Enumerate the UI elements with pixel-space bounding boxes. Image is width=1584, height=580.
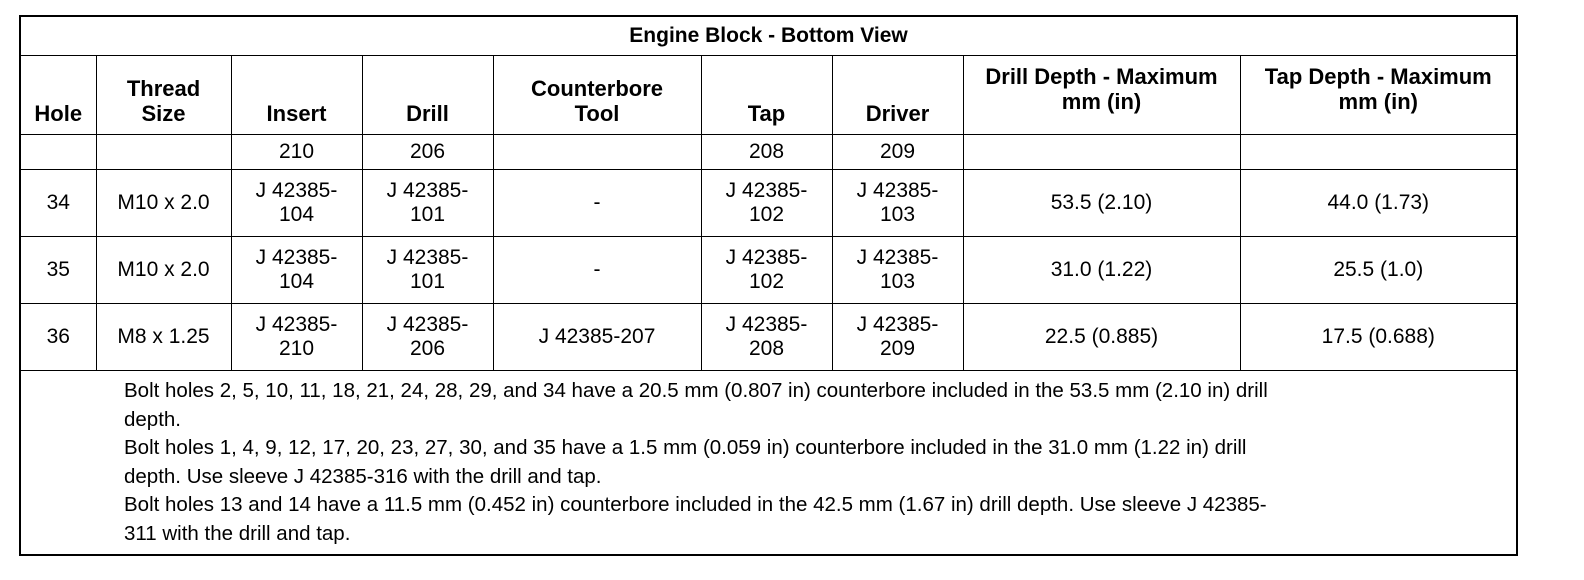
table-row-hole-36 [20,304,1517,371]
note-counterbore-holes-2-5: Bolt holes 2, 5, 10, 11, 18, 21, 24, 28, 29, and 34 have a 20.5 mm (0.807 in) counterbore included in the 53.5 mm (2.10 in) drill depth. [124,379,1268,431]
cell-insert: J 42385- 104 [231,170,362,237]
ref-cell-driver: 209 [832,135,963,170]
cell-counterbore-tool: - [493,170,701,237]
ref-cell-insert: 210 [231,135,362,170]
notes-row [20,371,1517,556]
note-counterbore-holes-13-14: Bolt holes 13 and 14 have a 11.5 mm (0.452 in) counterbore included in the 42.5 mm (1.67 in) drill depth. Use sleeve J 42385- 311 with the drill and tap. [124,493,1267,545]
cell-tap-depth: 25.5 (1.0) [1240,237,1517,304]
header-driver: Driver [832,56,963,135]
cell-drill-depth: 53.5 (2.10) [963,170,1240,237]
header-drill: Drill [362,56,493,135]
header-counterbore-tool: Counterbore Tool [493,56,701,135]
cell-thread-size: M10 x 2.0 [96,170,231,237]
notes-cell [20,371,1517,556]
ref-cell-hole [20,135,96,170]
specification-table-container [19,15,1516,556]
cell-hole: 35 [20,237,96,304]
cell-drill-depth: 31.0 (1.22) [963,237,1240,304]
cell-tap: J 42385- 102 [701,237,832,304]
header-insert: Insert [231,56,362,135]
ref-cell-counterbore-tool [493,135,701,170]
cell-drill: J 42385- 101 [362,170,493,237]
cell-tap: J 42385- 102 [701,170,832,237]
cell-insert: J 42385- 104 [231,237,362,304]
cell-drill: J 42385- 206 [362,304,493,371]
cell-counterbore-tool: - [493,237,701,304]
cell-tap-depth: 17.5 (0.688) [1240,304,1517,371]
cell-thread-size: M10 x 2.0 [96,237,231,304]
header-drill-depth: Drill Depth - Maximum mm (in) [963,56,1240,135]
header-tap: Tap [701,56,832,135]
specification-table [19,15,1518,556]
note-counterbore-holes-1-4: Bolt holes 1, 4, 9, 12, 17, 20, 23, 27, 30, and 35 have a 1.5 mm (0.059 in) counterbore included in the 31.0 mm (1.22 in) drill depth. Use sleeve J 42385-316 with the drill and tap. [124,436,1247,488]
cell-driver: J 42385- 103 [832,237,963,304]
header-row [20,56,1517,135]
header-hole: Hole [20,56,96,135]
reference-row [20,135,1517,170]
cell-thread-size: M8 x 1.25 [96,304,231,371]
cell-driver: J 42385- 209 [832,304,963,371]
table-row-hole-34 [20,170,1517,237]
cell-tap-depth: 44.0 (1.73) [1240,170,1517,237]
cell-insert: J 42385- 210 [231,304,362,371]
ref-cell-tap: 208 [701,135,832,170]
cell-driver: J 42385- 103 [832,170,963,237]
ref-cell-drill-depth [963,135,1240,170]
cell-hole: 34 [20,170,96,237]
ref-cell-thread-size [96,135,231,170]
cell-drill: J 42385- 101 [362,237,493,304]
cell-drill-depth: 22.5 (0.885) [963,304,1240,371]
header-tap-depth: Tap Depth - Maximum mm (in) [1240,56,1517,135]
cell-counterbore-tool: J 42385-207 [493,304,701,371]
ref-cell-tap-depth [1240,135,1517,170]
table-title: Engine Block - Bottom View [20,16,1517,56]
header-thread-size: Thread Size [96,56,231,135]
cell-tap: J 42385- 208 [701,304,832,371]
table-row-hole-35 [20,237,1517,304]
ref-cell-drill: 206 [362,135,493,170]
cell-hole: 36 [20,304,96,371]
